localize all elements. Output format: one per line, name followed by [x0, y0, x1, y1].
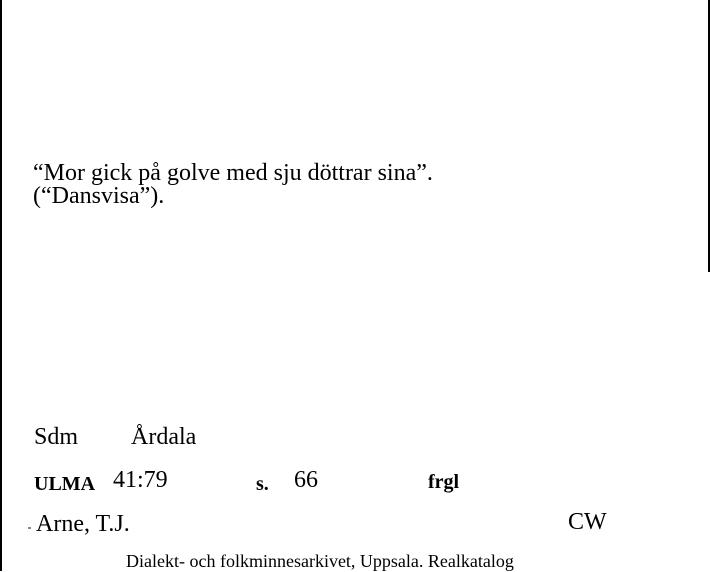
region-code: Sdm: [34, 424, 79, 450]
archive-label: ULMA: [34, 473, 96, 495]
card-subtitle: (“Dansvisa”).: [33, 183, 165, 209]
card-left-edge: [0, 0, 2, 571]
page-label: s.: [256, 473, 269, 495]
card-right-edge: [708, 0, 710, 272]
card-title: “Mor gick på golve med sju döttrar sina”.: [33, 160, 433, 186]
collector-name: Arne, T.J.: [36, 511, 130, 537]
recorder-initials: CW: [568, 509, 607, 535]
parish-name: Årdala: [131, 424, 197, 450]
category-code: frgl: [428, 471, 460, 493]
archive-number: 41:79: [113, 467, 168, 493]
ink-speck: [28, 527, 31, 529]
page-number: 66: [294, 467, 318, 493]
archive-footer: Dialekt- och folkminnesarkivet, Uppsala. Realkatalog: [126, 551, 514, 571]
